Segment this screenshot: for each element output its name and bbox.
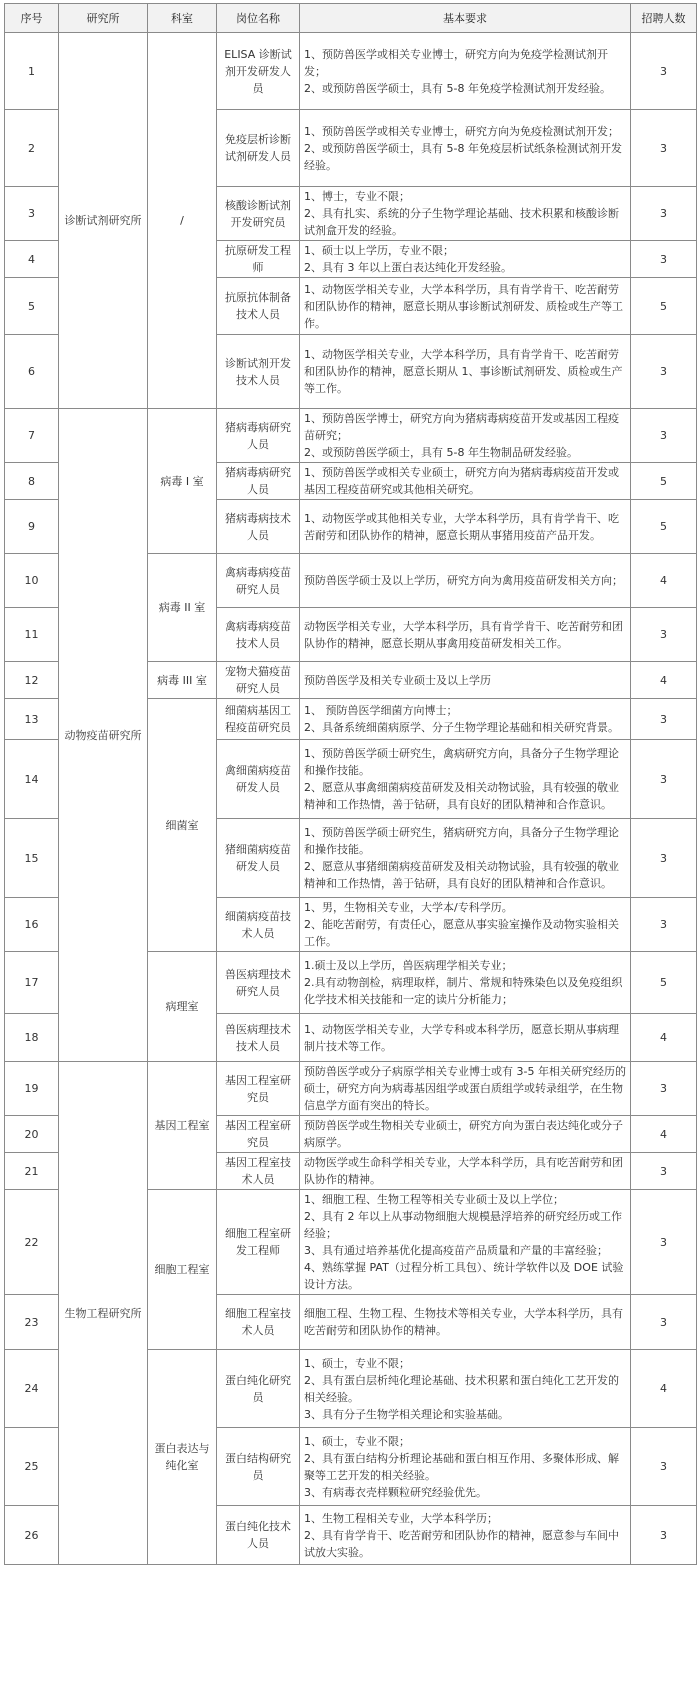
headcount: 4 xyxy=(631,1014,697,1062)
post-name: 兽医病理技术研究人员 xyxy=(217,952,300,1014)
department-cell: 细胞工程室 xyxy=(148,1190,217,1350)
requirement-line: 1、预防兽医学或相关专业博士，研究方向为免疫学检测试剂开发； xyxy=(304,47,608,78)
requirements-cell xyxy=(300,819,631,898)
post-name: 猪病毒病技术人员 xyxy=(217,500,300,554)
row-number: 20 xyxy=(5,1116,59,1153)
post-name: 宠物犬猫疫苗研究人员 xyxy=(217,662,300,699)
post-name: 免疫层析诊断试剂研发人员 xyxy=(217,110,300,187)
post-name: 抗原抗体制备技术人员 xyxy=(217,278,300,335)
requirements-cell xyxy=(300,1190,631,1295)
post-name: 基因工程室研究员 xyxy=(217,1062,300,1116)
row-number: 12 xyxy=(5,662,59,699)
row-number: 15 xyxy=(5,819,59,898)
requirements-cell xyxy=(300,1062,631,1116)
post-name: ELISA 诊断试剂开发研发人员 xyxy=(217,33,300,110)
headcount: 4 xyxy=(631,1116,697,1153)
row-number: 4 xyxy=(5,241,59,278)
headcount: 5 xyxy=(631,278,697,335)
requirement-line: 1、动物医学相关专业，大学本科学历，具有肯学肯干、吃苦耐劳和团队协作的精神，愿意长期从 1、事诊断试剂研发、质检或生产等工作。 xyxy=(304,348,623,395)
row-number: 18 xyxy=(5,1014,59,1062)
requirements-cell xyxy=(300,33,631,110)
requirement-line: 2、能吃苦耐劳，有责任心，愿意从事实验室操作及动物实验相关工作。 xyxy=(304,918,619,948)
requirement-line: 1、预防兽医学或相关专业博士，研究方向为免疫检测试剂开发； xyxy=(304,124,619,138)
row-number: 2 xyxy=(5,110,59,187)
requirement-line: 2、具有肯学肯干、吃苦耐劳和团队协作的精神，愿意参与车间中试放大实验。 xyxy=(304,1528,619,1559)
header-post: 岗位名称 xyxy=(217,4,300,33)
post-name: 细胞工程室研发工程师 xyxy=(217,1190,300,1295)
requirement-line: 2、愿意从事禽细菌病疫苗研发及相关动物试验，具有较强的敬业精神和工作热情，善于钻研，具有良好的团队精神和合作意识。 xyxy=(304,781,619,811)
department-cell: 细菌室 xyxy=(148,699,217,952)
requirement-line: 预防兽医学硕士及以上学历，研究方向为禽用疫苗研发相关方向； xyxy=(304,574,623,587)
table-row xyxy=(5,33,697,110)
post-name: 猪细菌病疫苗研发人员 xyxy=(217,819,300,898)
row-number: 7 xyxy=(5,409,59,463)
post-name: 核酸诊断试剂开发研究员 xyxy=(217,187,300,241)
row-number: 10 xyxy=(5,554,59,608)
requirement-line: 4、熟练掌握 PAT（过程分析工具包）、统计学软件以及 DOE 试验设计方法。 xyxy=(304,1261,624,1291)
requirements-cell xyxy=(300,409,631,463)
requirement-line: 细胞工程、生物工程、生物技术等相关专业，大学本科学历，具有吃苦耐劳和团队协作的精神。 xyxy=(304,1307,623,1337)
department-cell: 病毒 III 室 xyxy=(148,662,217,699)
requirements-cell xyxy=(300,1014,631,1062)
requirement-line: 预防兽医学或分子病原学相关专业博士或有 3-5 年相关研究经历的硕士，研究方向为病毒基因组学或蛋白质组学或转录组学，在生物信息学方面有突出的特长。 xyxy=(304,1065,626,1112)
post-name: 禽细菌病疫苗研发人员 xyxy=(217,740,300,819)
requirement-line: 2、或预防兽医学硕士，具有 5-8 年生物制品研发经验。 xyxy=(304,446,578,459)
requirement-line: 2、愿意从事猪细菌病疫苗研发及相关动物试验，具有较强的敬业精神和工作热情，善于钻研，具有良好的团队精神和合作意识。 xyxy=(304,860,619,890)
headcount: 5 xyxy=(631,952,697,1014)
headcount: 4 xyxy=(631,554,697,608)
requirements-cell xyxy=(300,662,631,699)
requirement-line: 2、具有蛋白层析纯化理论基础、技术积累和蛋白纯化工艺开发的相关经验。 xyxy=(304,1373,619,1404)
requirement-line: 1、预防兽医学硕士研究生，禽病研究方向，具备分子生物学理论和操作技能。 xyxy=(304,747,619,777)
post-name: 兽医病理技术技术人员 xyxy=(217,1014,300,1062)
requirement-line: 2、具有扎实、系统的分子生物学理论基础、技术积累和核酸诊断试剂盒开发的经验。 xyxy=(304,207,619,237)
header-count: 招聘人数 xyxy=(631,4,697,33)
post-name: 基因工程室研究员 xyxy=(217,1116,300,1153)
row-number: 13 xyxy=(5,699,59,740)
department-cell: 基因工程室 xyxy=(148,1062,217,1190)
post-name: 诊断试剂开发技术人员 xyxy=(217,335,300,409)
headcount: 3 xyxy=(631,335,697,409)
row-number: 9 xyxy=(5,500,59,554)
requirement-line: 1、预防兽医学或相关专业硕士，研究方向为猪病毒病疫苗开发或基因工程疫苗研究或其他相关研究。 xyxy=(304,466,619,496)
requirement-line: 预防兽医学及相关专业硕士及以上学历 xyxy=(304,673,491,687)
post-name: 猪病毒病研究人员 xyxy=(217,409,300,463)
headcount: 3 xyxy=(631,608,697,662)
requirement-line: 2、具有蛋白结构分析理论基础和蛋白相互作用、多聚体形成、解聚等工艺开发的相关经验。 xyxy=(304,1451,619,1482)
post-name: 细菌病基因工程疫苗研究员 xyxy=(217,699,300,740)
requirement-line: 1.硕士及以上学历，兽医病理学相关专业； xyxy=(304,959,513,972)
row-number: 5 xyxy=(5,278,59,335)
requirements-cell xyxy=(300,1153,631,1190)
header-no: 序号 xyxy=(5,4,59,33)
row-number: 14 xyxy=(5,740,59,819)
requirements-cell xyxy=(300,952,631,1014)
row-number: 8 xyxy=(5,463,59,500)
headcount: 3 xyxy=(631,33,697,110)
headcount: 3 xyxy=(631,1506,697,1565)
institute-cell: 诊断试剂研究所 xyxy=(59,33,148,409)
requirements-cell xyxy=(300,699,631,740)
recruitment-table xyxy=(4,3,697,1565)
institute-cell: 生物工程研究所 xyxy=(59,1062,148,1565)
post-name: 细胞工程室技术人员 xyxy=(217,1295,300,1350)
row-number: 21 xyxy=(5,1153,59,1190)
row-number: 6 xyxy=(5,335,59,409)
post-name: 蛋白纯化技术人员 xyxy=(217,1506,300,1565)
requirement-line: 3、具有分子生物学相关理论和实验基础。 xyxy=(304,1407,509,1421)
requirement-line: 2.具有动物剖检，病理取样，制片、常规和特殊染色以及免疫组织化学技术相关技能和一定的读片分析能力； xyxy=(304,976,623,1006)
header-dept: 科室 xyxy=(148,4,217,33)
header-row xyxy=(5,4,697,33)
requirement-line: 预防兽医学或生物相关专业硕士，研究方向为蛋白表达纯化或分子病原学。 xyxy=(304,1119,623,1149)
headcount: 5 xyxy=(631,463,697,500)
requirements-cell xyxy=(300,1350,631,1428)
headcount: 3 xyxy=(631,898,697,952)
requirement-line: 1、预防兽医学博士，研究方向为猪病毒病疫苗开发或基因工程疫苗研究； xyxy=(304,412,619,442)
requirement-line: 2、具备系统细菌病原学、分子生物学理论基础和相关研究背景。 xyxy=(304,721,619,734)
headcount: 3 xyxy=(631,1062,697,1116)
row-number: 26 xyxy=(5,1506,59,1565)
headcount: 3 xyxy=(631,1295,697,1350)
header-institute: 研究所 xyxy=(59,4,148,33)
requirements-cell xyxy=(300,1295,631,1350)
row-number: 19 xyxy=(5,1062,59,1116)
department-cell: 蛋白表达与纯化室 xyxy=(148,1350,217,1565)
row-number: 11 xyxy=(5,608,59,662)
post-name: 抗原研发工程师 xyxy=(217,241,300,278)
post-name: 猪病毒病研究人员 xyxy=(217,463,300,500)
headcount: 5 xyxy=(631,500,697,554)
requirement-line: 3、具有通过培养基优化提高疫苗产品质量和产量的丰富经验； xyxy=(304,1244,608,1257)
post-name: 禽病毒病疫苗研究人员 xyxy=(217,554,300,608)
requirements-cell xyxy=(300,898,631,952)
headcount: 4 xyxy=(631,662,697,699)
row-number: 22 xyxy=(5,1190,59,1295)
requirement-line: 1、硕士，专业不限； xyxy=(304,1356,410,1370)
requirement-line: 3、有病毒衣壳样颗粒研究经验优先。 xyxy=(304,1485,487,1499)
requirements-cell xyxy=(300,1428,631,1506)
headcount: 3 xyxy=(631,241,697,278)
requirements-cell xyxy=(300,278,631,335)
requirements-cell xyxy=(300,241,631,278)
requirements-cell xyxy=(300,1116,631,1153)
requirement-line: 1、细胞工程、生物工程等相关专业硕士及以上学位； xyxy=(304,1193,564,1206)
row-number: 23 xyxy=(5,1295,59,1350)
headcount: 3 xyxy=(631,1428,697,1506)
requirement-line: 1、动物医学或其他相关专业，大学本科学历，具有肯学肯干、吃苦耐劳和团队协作的精神，愿意长期从事猪用疫苗产品开发。 xyxy=(304,511,619,542)
headcount: 3 xyxy=(631,1153,697,1190)
requirement-line: 动物医学相关专业，大学本科学历，具有肯学肯干、吃苦耐劳和团队协作的精神，愿意长期从事禽用疫苗研发相关工作。 xyxy=(304,619,623,650)
requirements-cell xyxy=(300,554,631,608)
requirement-line: 1、预防兽医学硕士研究生，猪病研究方向，具备分子生物学理论和操作技能。 xyxy=(304,826,619,856)
institute-cell: 动物疫苗研究所 xyxy=(59,409,148,1062)
post-name: 细菌病疫苗技术人员 xyxy=(217,898,300,952)
department-cell: 病理室 xyxy=(148,952,217,1062)
row-number: 25 xyxy=(5,1428,59,1506)
table-row xyxy=(5,409,697,463)
requirements-cell xyxy=(300,110,631,187)
requirements-cell xyxy=(300,335,631,409)
row-number: 1 xyxy=(5,33,59,110)
post-name: 蛋白结构研究员 xyxy=(217,1428,300,1506)
row-number: 17 xyxy=(5,952,59,1014)
headcount: 3 xyxy=(631,110,697,187)
department-cell: / xyxy=(148,33,217,409)
requirement-line: 2、或预防兽医学硕士，具有 5-8 年免疫学检测试剂开发经验。 xyxy=(304,81,611,95)
requirement-line: 2、或预防兽医学硕士，具有 5-8 年免疫层析试纸条检测试剂开发经验。 xyxy=(304,141,622,172)
row-number: 24 xyxy=(5,1350,59,1428)
headcount: 4 xyxy=(631,1350,697,1428)
requirements-cell xyxy=(300,463,631,500)
requirements-cell xyxy=(300,608,631,662)
table-row xyxy=(5,1062,697,1116)
requirements-cell xyxy=(300,187,631,241)
requirement-line: 1、动物医学相关专业，大学专科或本科学历，愿意长期从事病理制片技术等工作。 xyxy=(304,1022,619,1053)
department-cell: 病毒 II 室 xyxy=(148,554,217,662)
headcount: 3 xyxy=(631,1190,697,1295)
department-cell: 病毒 I 室 xyxy=(148,409,217,554)
requirements-cell xyxy=(300,500,631,554)
requirement-line: 1、生物工程相关专业，大学本科学历； xyxy=(304,1511,498,1525)
requirement-line: 2、具有 2 年以上从事动物细胞大规模悬浮培养的研究经历或工作经验； xyxy=(304,1210,622,1240)
headcount: 3 xyxy=(631,187,697,241)
requirement-line: 1、硕士，专业不限； xyxy=(304,1434,410,1448)
headcount: 3 xyxy=(631,409,697,463)
requirement-line: 动物医学或生命科学相关专业，大学本科学历，具有吃苦耐劳和团队协作的精神。 xyxy=(304,1156,623,1186)
post-name: 蛋白纯化研究员 xyxy=(217,1350,300,1428)
requirement-line: 1、动物医学相关专业，大学本科学历，具有肯学肯干、吃苦耐劳和团队协作的精神，愿意长期从事诊断试剂研发、质检或生产等工作。 xyxy=(304,282,623,330)
headcount: 3 xyxy=(631,819,697,898)
header-requirements: 基本要求 xyxy=(300,4,631,33)
row-number: 16 xyxy=(5,898,59,952)
requirements-cell xyxy=(300,740,631,819)
requirement-line: 1、男，生物相关专业，大学本/专科学历。 xyxy=(304,901,513,914)
requirement-line: 1、硕士以上学历，专业不限； xyxy=(304,244,454,257)
requirement-line: 2、具有 3 年以上蛋白表达纯化开发经验。 xyxy=(304,261,512,274)
post-name: 禽病毒病疫苗技术人员 xyxy=(217,608,300,662)
requirement-line: 1、博士，专业不限； xyxy=(304,190,410,203)
row-number: 3 xyxy=(5,187,59,241)
headcount: 3 xyxy=(631,699,697,740)
requirements-cell xyxy=(300,1506,631,1565)
requirement-line: 1、 预防兽医学细菌方向博士； xyxy=(304,704,458,717)
post-name: 基因工程室技术人员 xyxy=(217,1153,300,1190)
headcount: 3 xyxy=(631,740,697,819)
